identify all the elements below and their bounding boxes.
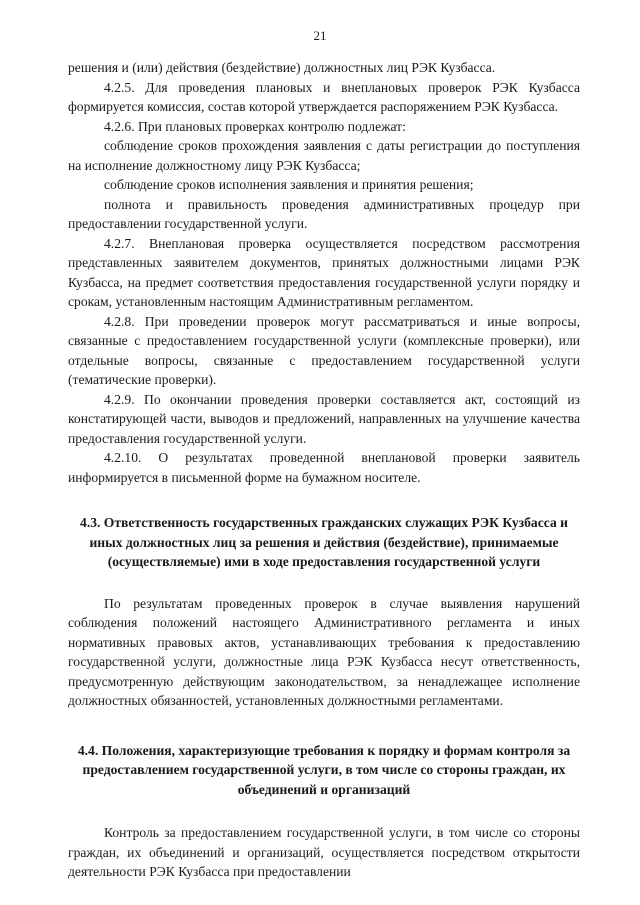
paragraph-responsibility: По результатам проведенных проверок в случае выявления нарушений соблюдения положений настоящего Административного регламента и иных нормативных правовых актов, устанавливающих требования к предоставлению государственной услуги, должностные лица РЭК Кузбасса несут ответственность, предусмотренную действующим законодательством, за ненадлежащее исполнение должностных обязанностей, установленных должностными регламентами.: [68, 595, 580, 708]
list-item-deadline-execution: соблюдение сроков исполнения заявления и принятия решения;: [104, 177, 474, 192]
paragraph-4-2-7: 4.2.7. Внеплановая проверка осуществляется посредством рассмотрения представленных заявителем документов, принятых должностными лицами РЭК Кузбасса, на предмет соответствия предоставления государственной услуги порядку и срокам, установленным настоящим Административным регламентом.: [68, 235, 580, 309]
page-number: 21: [313, 28, 327, 43]
paragraph-continuation: решения и (или) действия (бездействие) должностных лиц РЭК Кузбасса.: [68, 60, 496, 75]
section-heading-4-4: 4.4. Положения, характеризующие требования к порядку и формам контроля за предоставлением государственной услуги, в том числе со стороны граждан, их объединений и организаций: [77, 742, 571, 797]
paragraph-control: Контроль за предоставлением государственной услуги, в том числе со стороны граждан, их объединений и организаций, осуществляется посредством открытости деятельности РЭК Кузбасса при предоставлении: [68, 825, 580, 879]
paragraph-4-2-6: 4.2.6. При плановых проверках контролю подлежат:: [104, 118, 406, 134]
list-item-completeness: полнота и правильность проведения административных процедур при предоставлении государственной услуги.: [68, 196, 580, 231]
paragraph-4-2-8: 4.2.8. При проведении проверок могут рассматриваться и иные вопросы, связанные с предоставлением государственной услуги (комплексные проверки), или отдельные вопросы, связанные с предоставлением государственной услуги (тематические проверки).: [68, 313, 580, 387]
paragraph-4-2-5: 4.2.5. Для проведения плановых и внеплановых проверок РЭК Кузбасса формируется комиссия, состав которой утверждается распоряжением РЭК Кузбасса.: [68, 79, 580, 114]
paragraph-4-2-10: 4.2.10. О результатах проведенной внеплановой проверки заявитель информируется в письменной форме на бумажном носителе.: [68, 450, 580, 485]
section-heading-4-3: 4.3. Ответственность государственных гражданских служащих РЭК Кузбасса и иных должностных лиц за решения и действия (бездействие), принимаемые (осуществляемые) ими в ходе предоставления государственной услуги: [80, 515, 568, 569]
document-body: [68, 58, 580, 882]
paragraph-4-2-9: 4.2.9. По окончании проведения проверки составляется акт, состоящий из констатирующей части, выводов и предложений, направленных на улучшение качества предоставления государственной услуги.: [68, 391, 580, 446]
list-item-deadline-registration: соблюдение сроков прохождения заявления с даты регистрации до поступления на исполнение должностному лицу РЭК Кузбасса;: [68, 138, 580, 173]
